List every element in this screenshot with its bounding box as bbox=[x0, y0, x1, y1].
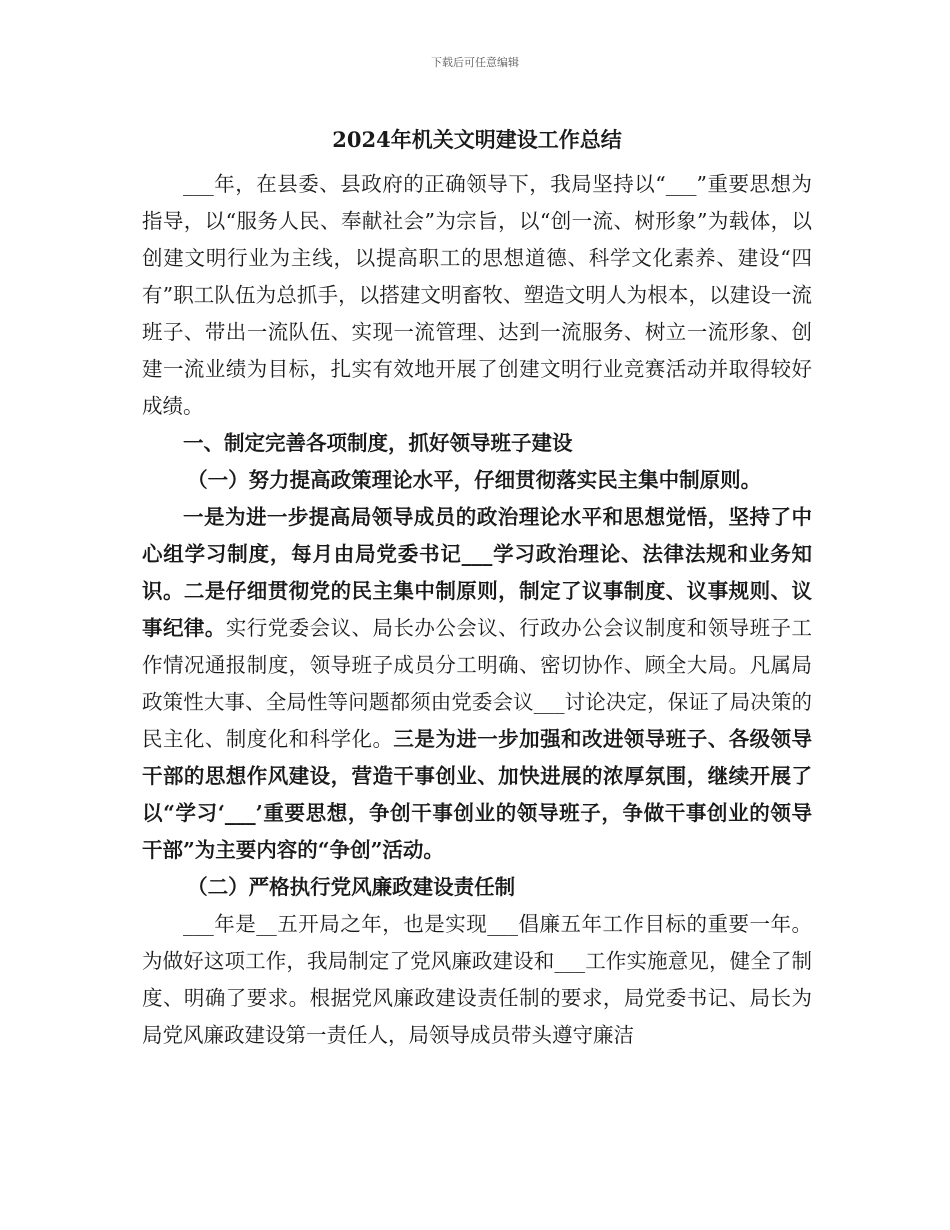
page-header: 下载后可任意编辑 bbox=[431, 56, 519, 69]
subsection-2-paragraph: ___年是__五开局之年，也是实现___倡廉五年工作目标的重要一年。为做好这项工作，我局制定了党风廉政建设和___工作实施意见，健全了制度、明确了要求。根据党风廉政建设责任制的要求，局党委书记、局长为局党风廉政建设第一责任人，局领导成员带头遵守廉洁 bbox=[142, 912, 812, 1047]
document-title: 2024年机关文明建设工作总结 bbox=[332, 127, 622, 152]
subsection-heading-1: （一）努力提高政策理论水平，仔细贯彻落实民主集中制原则。 bbox=[187, 468, 762, 492]
subsection-heading-2: （二）严格执行党风廉政建设责任制 bbox=[187, 875, 516, 899]
subsection-1-normal-text: 实行党委会议、局长办公会议、行政办公会议制度和领导班子工作情况通报制度，领导班子成员分工明确、密切协作、顾全大局。凡属局政策性大事、全局性等问题都须由党委会议___讨论决定，保证了局决策的民主化、制度化和科学化。 bbox=[142, 616, 813, 751]
document-body bbox=[142, 124, 812, 1054]
intro-paragraph: ___年，在县委、县政府的正确领导下，我局坚持以“___”重要思想为指导，以“服务人民、奉献社会”为宗旨，以“创一流、树形象”为载体，以创建文明行业为主线，以提高职工的思想道德、科学文化素养、建设“四有”职工队伍为总抓手，以搭建文明畜牧、塑造文明人为根本，以建设一流班子、带出一流队伍、实现一流管理、达到一流服务、树立一流形象、创建一流业绩为目标，扎实有效地开展了创建文明行业竞赛活动并取得较好成绩。 bbox=[142, 172, 812, 418]
section-heading-1: 一、制定完善各项制度，抓好领导班子建设 bbox=[183, 431, 573, 455]
subsection-1-paragraph bbox=[142, 499, 812, 869]
subsection-1-bold-text-b: 三是为进一步加强和改进领导班子、各级领导干部的思想作风建设，营造干事创业、加快进展的浓厚氛围，继续开展了以“学习‘___’重要思想，争创干事创业的领导班子，争做干事创业的领导干部”为主要内容的“争创”活动。 bbox=[142, 727, 813, 862]
subsection-1-bold-text-a: 一是为进一步提高局领导成员的政治理论水平和思想觉悟，坚持了中心组学习制度，每月由局党委书记___学习政治理论、法律法规和业务知识。二是仔细贯彻党的民主集中制原则，制定了议事制度、议事规则、议事纪律。 bbox=[142, 505, 812, 640]
